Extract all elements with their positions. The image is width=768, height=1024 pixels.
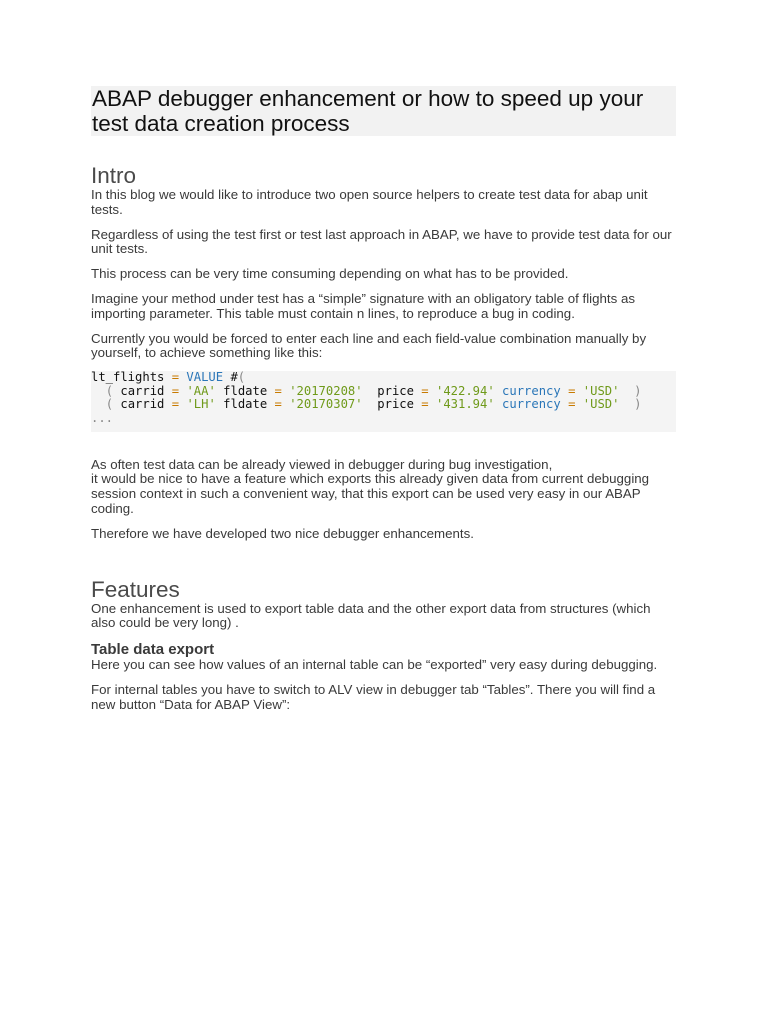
intro-paragraph-3: This process can be very time consuming depending on what has to be provided. bbox=[91, 266, 569, 282]
intro-heading: Intro bbox=[91, 163, 137, 188]
code-line-3: ( carrid = 'LH' fldate = '20170307' price = '431.94' currency = 'USD' ) bbox=[105, 397, 642, 412]
features-heading: Features bbox=[91, 576, 180, 602]
title-block bbox=[91, 86, 676, 136]
features-paragraph-3: For internal tables you have to switch to ALV view in debugger tab “Tables”. There you will find a new button “Data for ABAP View”: bbox=[91, 681, 656, 712]
body-paragraph-6: As often test data can be already viewed in debugger during bug investigation, bbox=[91, 456, 553, 472]
page-title: ABAP debugger enhancement or how to speed up your test data creation process bbox=[92, 86, 644, 136]
body-paragraph-8: Therefore we have developed two nice debugger enhancements. bbox=[91, 525, 474, 541]
code-ellipsis: ... bbox=[91, 410, 114, 425]
body-paragraph-7: it would be nice to have a feature which exports this already given data from current debugging session context in such a convenient way, that this export can be used very easy in our ABAP coding. bbox=[91, 471, 650, 516]
features-paragraph-2: Here you can see how values of an internal table can be “exported” very easy during debugging. bbox=[91, 657, 658, 673]
code-line-1: lt_flights = VALUE #( bbox=[91, 370, 246, 385]
intro-paragraph-2: Regardless of using the test first or test last approach in ABAP, we have to provide test data for our unit tests. bbox=[91, 226, 672, 257]
table-data-export-heading: Table data export bbox=[91, 641, 215, 659]
intro-paragraph-4: Imagine your method under test has a “simple” signature with an obligatory table of flights as importing parameter. This table must contain n lines, to reproduce a bug in coding. bbox=[91, 290, 635, 321]
features-paragraph-1: One enhancement is used to export table data and the other export data from structures (which also could be very long) . bbox=[91, 600, 651, 631]
code-block bbox=[91, 371, 676, 431]
intro-paragraph-5: Currently you would be forced to enter each line and each field-value combination manually by yourself, to achieve something like this: bbox=[91, 330, 647, 361]
article bbox=[91, 86, 676, 713]
intro-paragraph-1: In this blog we would like to introduce two open source helpers to create test data for abap unit tests. bbox=[91, 187, 648, 217]
code-line-2: ( carrid = 'AA' fldate = '20170208' price = '422.94' currency = 'USD' ) bbox=[105, 383, 642, 398]
